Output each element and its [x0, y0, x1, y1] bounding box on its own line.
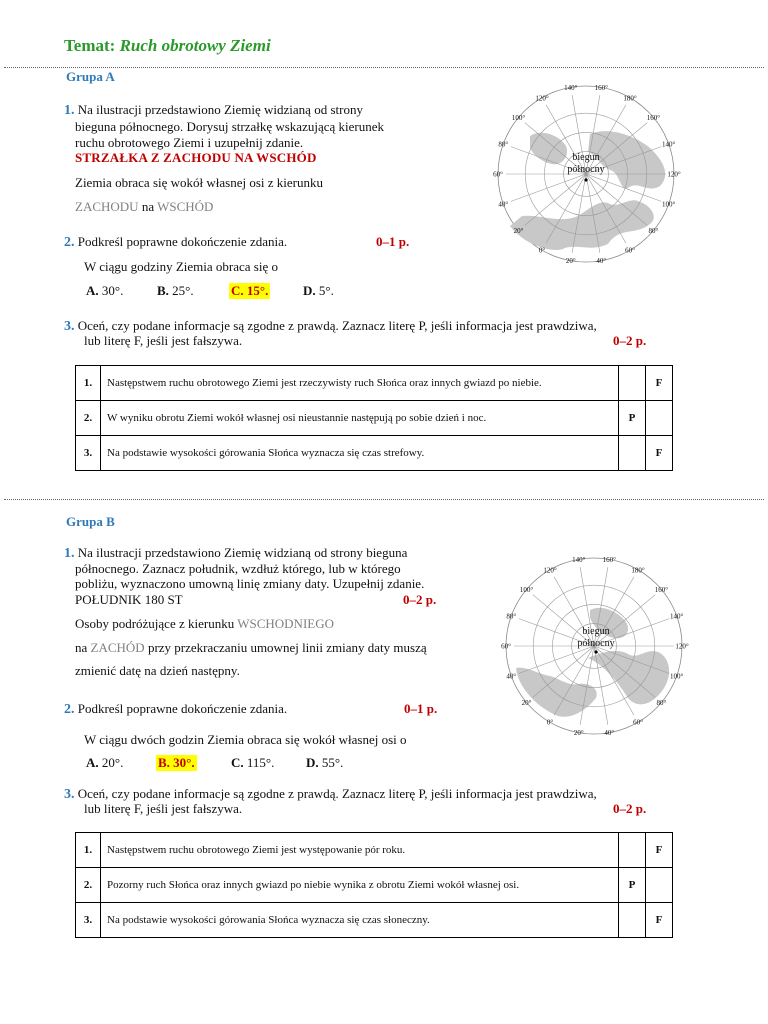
row-number: 1.	[76, 833, 101, 868]
meridian-label: 120°	[535, 94, 549, 103]
group-a-q2-sentence: W ciągu godziny Ziemia obraca się o	[84, 259, 278, 274]
meridian-label: 20°	[565, 257, 576, 266]
row-number: 3.	[76, 436, 101, 471]
group-a-heading: Grupa A	[66, 69, 115, 84]
meridian-label: 180°	[631, 566, 645, 575]
group-a-q2-points: 0–1 p.	[376, 234, 410, 249]
group-b-q1-sentence-c: zmienić datę na dzień następny.	[75, 663, 240, 678]
meridian-label: 140°	[564, 83, 578, 92]
meridian-label: 100°	[670, 672, 684, 681]
table-row	[76, 868, 673, 903]
row-number: 1.	[76, 366, 101, 401]
group-b-q3-points: 0–2 p.	[613, 801, 647, 816]
group-b-q1-sentence-a: Osoby podróżujące z kierunku WSCHODNIEGO	[75, 616, 334, 631]
group-b-q1-line2: północnego. Zaznacz południk, wzdłuż którego, lub w którego	[75, 561, 401, 576]
group-b-q3-line1: 3. Oceń, czy podane informacje są zgodne z prawdą. Zaznacz literę P, jeśli informacja jest prawdziwa,	[64, 786, 597, 802]
group-b-heading: Grupa B	[66, 514, 115, 529]
meridian-label: 140°	[662, 140, 676, 149]
meridian-label: 40°	[604, 729, 615, 738]
false-cell[interactable]	[646, 401, 673, 436]
group-a-q1-line1: 1. Na ilustracji przedstawiono Ziemię widzianą od strony	[64, 102, 363, 118]
meridian-label: 80°	[656, 699, 667, 708]
true-cell[interactable]: P	[619, 401, 646, 436]
meridian-label: 60°	[633, 718, 643, 727]
true-cell[interactable]	[619, 903, 646, 938]
group-a-q1-line2: bieguna północnego. Dorysuj strzałkę wskazującą kierunek	[75, 119, 385, 134]
statement: Na podstawie wysokości górowania Słońca wyznacza się czas słoneczny.	[101, 903, 619, 938]
pole-dot	[594, 650, 597, 653]
group-a-q1-fill: ZACHODU na WSCHÓD	[75, 199, 214, 214]
meridian-label: 140°	[572, 555, 586, 564]
meridian-label: 120°	[675, 642, 689, 651]
table-row	[76, 903, 673, 938]
group-b-q1-line3: pobliżu, wyznaczono umowną linię zmiany daty. Uzupełnij zdanie.	[75, 576, 425, 591]
group-a-q2-text: 2. Podkreśl poprawne dokończenie zdania.	[64, 234, 288, 250]
group-b-q3-line2: lub literę F, jeśli jest fałszywa.	[84, 801, 243, 816]
pole-dot	[584, 178, 587, 181]
row-number: 3.	[76, 903, 101, 938]
statement: Na podstawie wysokości górowania Słońca wyznacza się czas strefowy.	[101, 436, 619, 471]
meridian-label: 180°	[623, 94, 637, 103]
map-label-pole-line2: północny	[577, 638, 615, 649]
statement: Pozorny ruch Słońca oraz innych gwiazd po niebie wynika z obrotu Ziemi wokół własnej osi.	[101, 868, 619, 903]
meridian-label: 120°	[667, 170, 681, 179]
meridian-label: 20°	[521, 699, 532, 708]
group-b-q2-option-a: A. 20°.	[86, 755, 124, 770]
statement: W wyniku obrotu Ziemi wokół własnej osi nieustannie następują po sobie dzień i noc.	[101, 401, 619, 436]
meridian-label: 40°	[506, 672, 517, 681]
meridian-label: 20°	[573, 729, 584, 738]
group-a-q2-option-d: D. 5°.	[303, 283, 334, 298]
meridian-label: 80°	[506, 612, 517, 621]
meridian-label: 100°	[519, 585, 534, 594]
group-a-q2-option-c: C. 15°.	[231, 283, 269, 298]
group-a-tf-table	[75, 365, 673, 471]
false-cell[interactable]: F	[646, 436, 673, 471]
group-a-q1-line3: ruchu obrotowego Ziemi i uzupełnij zdanie.	[75, 135, 304, 150]
table-row	[76, 436, 673, 471]
group-b-q2-option-b: B. 30°.	[158, 755, 195, 770]
meridian-label: 160°	[646, 113, 661, 122]
group-a-q3-points: 0–2 p.	[613, 333, 647, 348]
true-cell[interactable]	[619, 366, 646, 401]
meridian-label: 160°	[594, 83, 608, 92]
meridian-label: 60°	[625, 246, 635, 255]
group-b-q1-answer: POŁUDNIK 180 ST	[75, 592, 183, 607]
separator-top	[4, 67, 764, 68]
false-cell[interactable]: F	[646, 833, 673, 868]
row-number: 2.	[76, 401, 101, 436]
meridian-label: 0°	[538, 246, 546, 255]
group-b-q1-line1: 1. Na ilustracji przedstawiono Ziemię widzianą od strony bieguna	[64, 545, 408, 561]
meridian-label: 160°	[602, 555, 616, 564]
group-b-q2-sentence: W ciągu dwóch godzin Ziemia obraca się wokół własnej osi o	[84, 732, 407, 747]
true-cell[interactable]	[619, 436, 646, 471]
meridian-label: 120°	[543, 566, 557, 575]
group-b-q2-points: 0–1 p.	[404, 701, 438, 716]
group-a-q3-line1: 3. Oceń, czy podane informacje są zgodne z prawdą. Zaznacz literę P, jeśli informacja jest prawdziwa,	[64, 318, 597, 334]
group-a-q3-line2: lub literę F, jeśli jest fałszywa.	[84, 333, 243, 348]
false-cell[interactable]	[646, 868, 673, 903]
meridian-label: 100°	[662, 200, 676, 209]
group-b-tf-table	[75, 832, 673, 938]
polar-map-a	[470, 76, 702, 272]
true-cell[interactable]: P	[619, 868, 646, 903]
group-a-q1-sentence: Ziemia obraca się wokół własnej osi z kierunku	[75, 175, 324, 190]
meridian-label: 40°	[498, 200, 509, 209]
group-a-q2-option-a: A. 30°.	[86, 283, 124, 298]
group-b-q1-points: 0–2 p.	[403, 592, 437, 607]
separator-middle	[4, 499, 764, 500]
row-number: 2.	[76, 868, 101, 903]
page-title: Temat: Ruch obrotowy Ziemi	[64, 36, 271, 55]
meridian-label: 160°	[654, 585, 669, 594]
statement: Następstwem ruchu obrotowego Ziemi jest rzeczywisty ruch Słońca oraz innych gwiazd po niebie.	[101, 366, 619, 401]
map-label-pole-line1: biegun	[572, 152, 600, 163]
meridian-label: 20°	[513, 227, 524, 236]
group-a-q2-option-b: B. 25°.	[157, 283, 194, 298]
statement: Następstwem ruchu obrotowego Ziemi jest występowanie pór roku.	[101, 833, 619, 868]
table-row	[76, 833, 673, 868]
group-b-q2-option-d: D. 55°.	[306, 755, 344, 770]
meridian-label: 60°	[493, 170, 503, 179]
false-cell[interactable]: F	[646, 366, 673, 401]
group-b-q1-sentence-b: na ZACHÓD przy przekraczaniu umownej linii zmiany daty muszą	[75, 640, 427, 655]
meridian-label: 0°	[546, 718, 554, 727]
meridian-label: 80°	[498, 140, 509, 149]
meridian-label: 100°	[511, 113, 526, 122]
table-row	[76, 401, 673, 436]
table-row	[76, 366, 673, 401]
meridian-label: 140°	[670, 612, 684, 621]
meridian-label: 40°	[596, 257, 607, 266]
map-label-pole-line2: północny	[567, 164, 605, 175]
map-label-pole-line1: biegun	[582, 626, 610, 637]
true-cell[interactable]	[619, 833, 646, 868]
group-b-q2-text: 2. Podkreśl poprawne dokończenie zdania.	[64, 701, 288, 717]
group-a-q1-answer: STRZAŁKA Z ZACHODU NA WSCHÓD	[75, 150, 317, 165]
polar-map-b	[478, 548, 710, 744]
meridian-label: 60°	[501, 642, 511, 651]
meridian-label: 80°	[648, 227, 659, 236]
group-b-q2-option-c: C. 115°.	[231, 755, 275, 770]
false-cell[interactable]: F	[646, 903, 673, 938]
